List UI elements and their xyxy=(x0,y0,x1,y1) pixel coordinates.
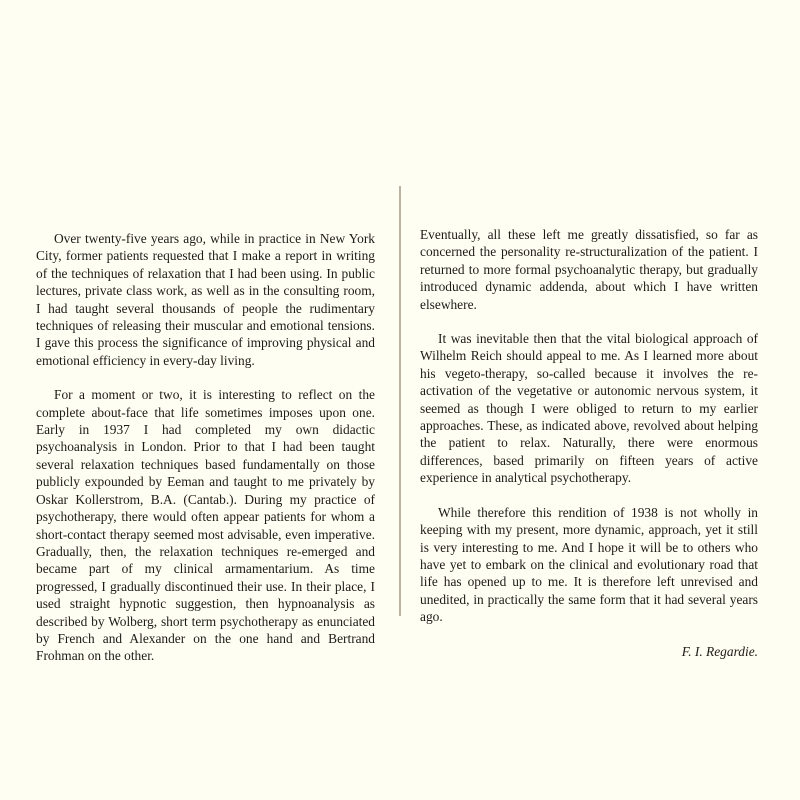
right-paragraph-2: It was inevitable then that the vital biological approach of Wilhelm Reich should appeal to me. As I learned more about his vegeto-therapy, so-called because it involves the re-activation of the vegetative or autonomic nervous system, it seemed as though I were obliged to return to my earlier approaches. These, as indicated above, revolved about helping the patient to relax. Naturally, there were enormous differences, based primarily on fifteen years of active experience in analytical psychotherapy. xyxy=(420,331,758,486)
left-page xyxy=(36,230,375,682)
left-paragraph-2: For a moment or two, it is interesting to reflect on the complete about-face that life sometimes imposes upon one. Early in 1937 I had completed my own didactic psychoanalysis in London. Prior to that I had been taught several relaxation techniques based fundamentally on those publicly expounded by Eeman and taught to me privately by Oskar Kollerstrom, B.A. (Cantab.). During my practice of psychotherapy, there would often appear patients for whom a short-contact therapy seemed most advisable, even imperative. Gradually, then, the relaxation techniques re-emerged and became part of my clinical armamentarium. As time progressed, I gradually discontinued their use. In their place, I used straight hypnotic suggestion, then hypnoanalysis as described by Wolberg, short term psychotherapy as enunciated by French and Alexander on the one hand and Bertrand Frohman on the other. xyxy=(36,387,375,664)
page-gutter xyxy=(399,186,401,616)
author-signature: F. I. Regardie. xyxy=(681,643,758,659)
left-paragraph-1: Over twenty-five years ago, while in practice in New York City, former patients requested that I make a report in writing of the techniques of relaxation that I had been using. In public lectures, private class work, as well as in the consulting room, I had taught several thousands of people the rudimentary techniques of releasing their muscular and emotional tensions. I gave this process the significance of improving physical and emotional efficiency in every-day living. xyxy=(36,231,375,368)
right-paragraph-1: Eventually, all these left me greatly dissatisfied, so far as concerned the personality re-structuralization of the patient. I returned to more formal psychoanalytic therapy, but gradually introduced dynamic addenda, about which I have written elsewhere. xyxy=(420,227,758,312)
right-page xyxy=(420,226,758,677)
right-paragraph-3: While therefore this rendition of 1938 is not wholly in keeping with my present, more dynamic, approach, yet it still is very interesting to me. And I hope it will be to others who have yet to embark on the clinical and evolutionary road that life has opened up to me. It is therefore left unrevised and unedited, in practically the same form that it had several years ago. xyxy=(420,504,758,625)
